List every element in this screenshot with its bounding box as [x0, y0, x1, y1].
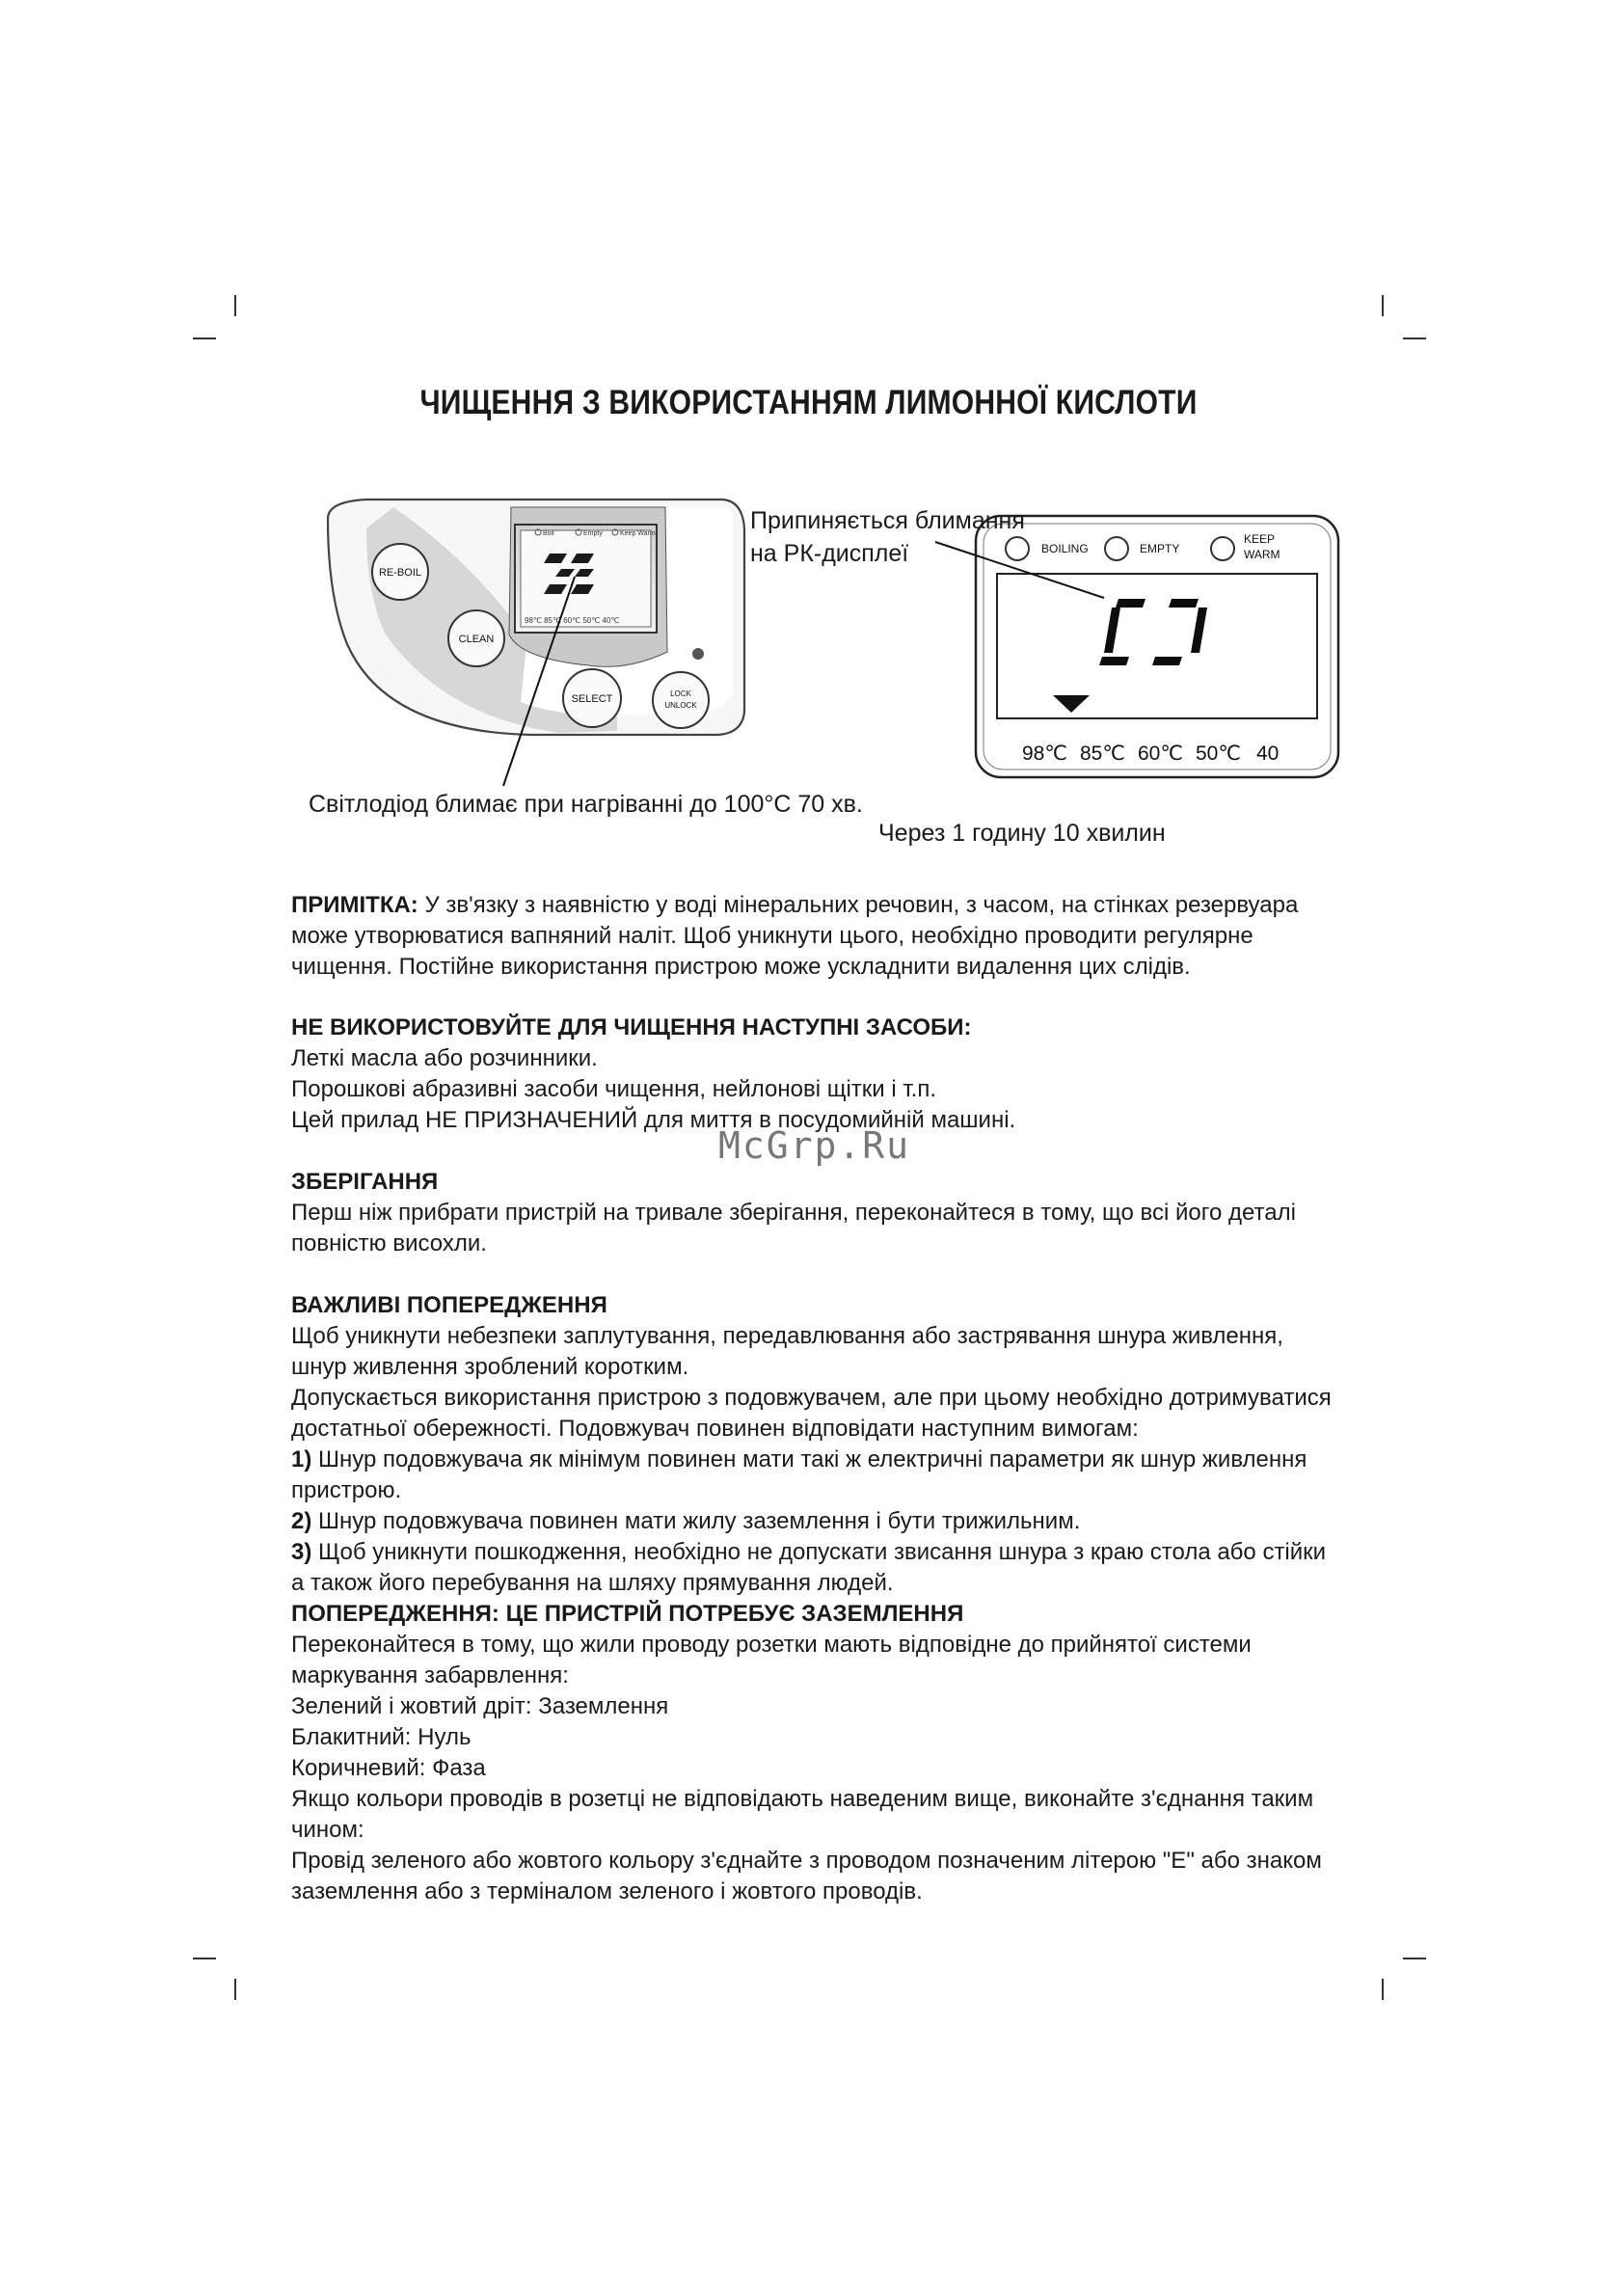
- re-boil-label: RE-BOIL: [378, 567, 422, 579]
- indicator-empty: EMPTY: [1140, 542, 1180, 555]
- warning-item-num: 3): [291, 1539, 312, 1565]
- lock-label: LOCK: [670, 689, 691, 698]
- storage-section: [291, 1167, 1333, 1259]
- dont-use-line: Цей прилад НЕ ПРИЗНАЧЕНИЙ для миття в посудомийній машині.: [291, 1107, 1016, 1133]
- note-section: [291, 890, 1333, 983]
- temp-label: 85℃: [1080, 743, 1125, 765]
- warning-item-text: Щоб уникнути пошкодження, необхідно не допускати звисання шнура з краю стола або стійки а також його перебування на шляху прямування людей.: [291, 1539, 1327, 1596]
- dont-use-heading: НЕ ВИКОРИСТОВУЙТЕ ДЛЯ ЧИЩЕННЯ НАСТУПНІ ЗАСОБИ:: [291, 1014, 972, 1040]
- grounding-p2: Якщо кольори проводів в розетці не відповідають наведеним вище, виконайте з'єднання таким чином:: [291, 1786, 1314, 1843]
- warning-item-text: Шнур подовжувача як мінімум повинен мати такі ж електричні параметри як шнур живлення пристрою.: [291, 1446, 1307, 1503]
- grounding-p3: Провід зеленого або жовтого кольору з'єднайте з проводом позначеним літерою "E" або знаком заземлення або з терміналом зеленого і жовтого проводів.: [291, 1848, 1322, 1904]
- dont-use-line: Леткі масла або розчинники.: [291, 1045, 598, 1071]
- indicator-boiling: BOILING: [1041, 542, 1089, 555]
- warning-item-num: 2): [291, 1508, 312, 1534]
- page-title: ЧИЩЕННЯ З ВИКОРИСТАННЯМ ЛИМОННОЇ КИСЛОТИ: [419, 384, 1198, 421]
- warnings-p1: Щоб уникнути небезпеки заплутування, передавлювання або застрявання шнура живлення, шнур живлення зроблений коротким.: [291, 1323, 1283, 1380]
- warnings-section: [291, 1290, 1333, 1599]
- temp-label: 98℃: [1022, 743, 1067, 765]
- grounding-section: [291, 1599, 1333, 1907]
- warnings-p2: Допускається використання пристрою з подовжувачем, але при цьому необхідно дотримуватися достатньої обережності. Подовжувач повинен відповідати наступним вимогам:: [291, 1385, 1332, 1442]
- select-label: SELECT: [571, 693, 613, 705]
- warning-item-num: 1): [291, 1446, 312, 1472]
- warnings-heading: ВАЖЛИВІ ПОПЕРЕДЖЕННЯ: [291, 1292, 607, 1318]
- grounding-line: Коричневий: Фаза: [291, 1755, 486, 1781]
- dont-use-section: [291, 1013, 1333, 1136]
- caption-led: Світлодіод блимає при нагріванні до 100°C 70 хв.: [309, 791, 863, 818]
- mini-label: Boil: [543, 530, 554, 537]
- dont-use-line: Порошкові абразивні засоби чищення, нейлонові щітки і т.п.: [291, 1076, 936, 1102]
- note-label: ПРИМІТКА:: [291, 892, 418, 918]
- storage-text: Перш ніж прибрати пристрій на тривале зберігання, переконайтеся в тому, що всі його деталі повністю висохли.: [291, 1200, 1296, 1256]
- grounding-line: Блакитний: Нуль: [291, 1724, 472, 1750]
- watermark: McGrp.Ru: [718, 1124, 911, 1167]
- mini-label: Empty: [583, 530, 603, 537]
- storage-heading: ЗБЕРІГАННЯ: [291, 1169, 439, 1195]
- mini-temps: 98℃ 85℃ 60℃ 50℃ 40℃: [525, 616, 620, 625]
- unlock-label: UNLOCK: [664, 701, 697, 710]
- mini-label: Keep Warm: [620, 530, 656, 537]
- grounding-heading: ПОПЕРЕДЖЕННЯ: ЦЕ ПРИСТРІЙ ПОТРЕБУЄ ЗАЗЕМЛЕННЯ: [291, 1601, 964, 1627]
- clean-label: CLEAN: [458, 634, 495, 645]
- indicator-warm: WARM: [1244, 548, 1280, 561]
- grounding-p1: Переконайтеся в тому, що жили проводу розетки мають відповідне до прийнятої системи маркування забарвлення:: [291, 1632, 1252, 1688]
- caption-time: Через 1 годину 10 хвилин: [878, 820, 1166, 847]
- warning-item-text: Шнур подовжувача повинен мати жилу заземлення і бути трижильним.: [311, 1508, 1081, 1534]
- grounding-line: Зелений і жовтий дріт: Заземлення: [291, 1693, 669, 1719]
- callout-stop-blinking-1: Припиняється блимання: [750, 507, 1025, 534]
- indicator-keep: KEEP: [1244, 532, 1276, 546]
- temp-label: 50℃: [1196, 743, 1241, 765]
- callout-stop-blinking-2: на РК-дисплеї: [750, 540, 909, 567]
- temp-label: 60℃: [1138, 743, 1183, 765]
- note-text: У зв'язку з наявністю у воді мінеральних речовин, з часом, на стінках резервуара може утворюватися вапняний наліт. Щоб уникнути цього, необхідно проводити регулярне чищення. Постійне використання пристрою може ускладнити видалення цих слідів.: [291, 892, 1299, 980]
- temp-label: 40: [1256, 743, 1280, 765]
